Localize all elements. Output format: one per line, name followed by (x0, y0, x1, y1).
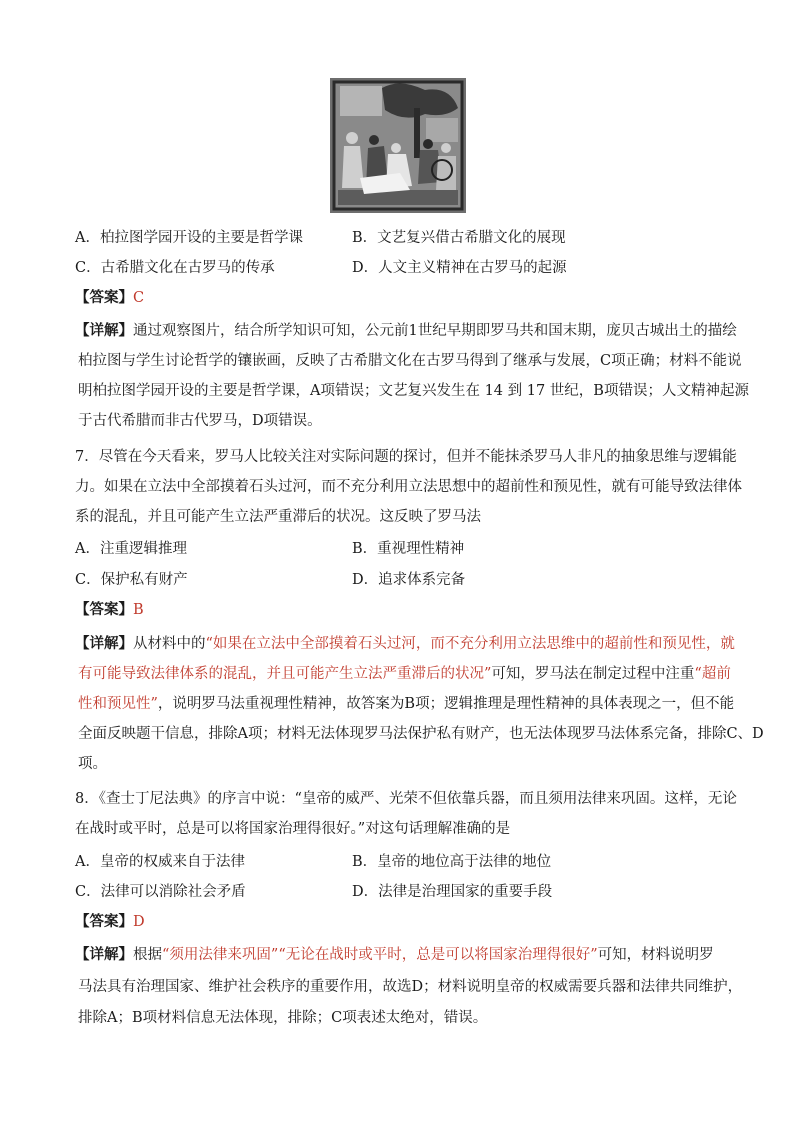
q7-detail-line-2 (78, 664, 731, 684)
detail-text: 可知，材料说明罗 (597, 947, 714, 963)
q7-detail-line-3 (78, 694, 734, 714)
q7-option-a: A．注重逻辑推理 (75, 541, 187, 557)
q7-option-c: C．保护私有财产 (75, 572, 188, 588)
q8-stem-line-1: 8．《查士丁尼法典》的序言中说：“皇帝的威严、光荣不但依靠兵器，而且须用法律来巩固。这样，无论 (75, 791, 737, 807)
detail-label: 【详解】 (75, 322, 133, 339)
q8-option-c: C．法律可以消除社会矛盾 (75, 884, 246, 900)
detail-text: 根据 (133, 947, 162, 963)
q8-detail-line-2: 马法具有治理国家、维护社会秩序的重要作用，故选D；材料说明皇帝的权威需要兵器和法律共同维护， (78, 979, 743, 995)
q7-stem-line-3: 系的混乱，并且可能产生立法严重滞后的状况。这反映了罗马法 (75, 509, 481, 525)
q6-option-b: B．文艺复兴借古希腊文化的展现 (352, 230, 566, 246)
detail-text: ，说明罗马法重视理性精神，故答案为B项；逻辑推理是理性精神的具体表现之一，但不能 (157, 696, 735, 712)
detail-label: 【详解】 (75, 946, 133, 963)
answer-label: 【答案】 (75, 289, 133, 306)
detail-text: 从材料中的 (133, 636, 206, 652)
detail-quote: 性和预见性” (78, 696, 158, 712)
q6-answer (75, 288, 144, 308)
answer-letter: B (133, 602, 144, 618)
q8-option-b: B．皇帝的地位高于法律的地位 (352, 854, 552, 870)
q7-detail-line-1 (75, 634, 735, 654)
detail-text: 通过观察图片，结合所学知识可知，公元前1世纪早期即罗马共和国末期，庞贝古城出土的描绘 (133, 323, 737, 339)
q7-option-d: D．追求体系完备 (352, 572, 466, 588)
answer-label: 【答案】 (75, 913, 133, 930)
q7-detail-line-4: 全面反映题干信息，排除A项；材料无法体现罗马法保护私有财产，也无法体现罗马法体系完备，排除C、D (78, 726, 764, 742)
detail-label: 【详解】 (75, 635, 133, 652)
detail-quote: “须用法律来巩固”“无论在战时或平时，总是可以将国家治理得很好” (162, 947, 598, 963)
detail-quote: “超前 (694, 666, 731, 682)
q7-answer (75, 600, 144, 620)
answer-letter: C (133, 290, 145, 306)
answer-label: 【答案】 (75, 601, 133, 618)
q8-answer (75, 912, 145, 932)
q7-stem-line-1: 7．尽管在今天看来，罗马人比较关注对实际问题的探讨，但并不能抹杀罗马人非凡的抽象思维与逻辑能 (75, 449, 737, 465)
q6-detail-line-3: 明柏拉图学园开设的主要是哲学课，A项错误；文艺复兴发生在 14 到 17 世纪，B项错误；人文精神起源 (78, 383, 749, 399)
detail-quote: “如果在立法中全部摸着石头过河，而不充分利用立法思维中的超前性和预见性，就 (205, 636, 735, 652)
q7-stem-line-2: 力。如果在立法中全部摸着石头过河，而不充分利用立法思想中的超前性和预见性，就有可能导致法律体 (75, 479, 742, 495)
q8-stem-line-2: 在战时或平时，总是可以将国家治理得很好。”对这句话理解准确的是 (75, 821, 511, 837)
q8-detail-line-1 (75, 945, 714, 965)
q8-detail-line-3: 排除A；B项材料信息无法体现，排除；C项表述太绝对，错误。 (78, 1010, 488, 1026)
mosaic-image (330, 78, 466, 213)
q6-option-a: A．柏拉图学园开设的主要是哲学课 (75, 230, 303, 246)
q8-option-d: D．法律是治理国家的重要手段 (352, 884, 553, 900)
q6-detail-line-2: 柏拉图与学生讨论哲学的镶嵌画，反映了古希腊文化在古罗马得到了继承与发展，C项正确；材料不能说 (78, 353, 742, 369)
q6-detail-line-4: 于古代希腊而非古代罗马，D项错误。 (78, 413, 322, 429)
mosaic-illustration (330, 78, 466, 213)
answer-letter: D (133, 914, 145, 930)
q7-option-b: B．重视理性精神 (352, 541, 465, 557)
q6-detail-line-1 (75, 321, 737, 341)
detail-quote: 有可能导致法律体系的混乱，并且可能产生立法严重滞后的状况” (78, 666, 492, 682)
detail-text: 可知，罗马法在制定过程中注重 (491, 666, 695, 682)
q6-option-d: D．人文主义精神在古罗马的起源 (352, 260, 567, 276)
q7-detail-line-5: 项。 (78, 756, 107, 772)
q6-option-c: C．古希腊文化在古罗马的传承 (75, 260, 275, 276)
q8-option-a: A．皇帝的权威来自于法律 (75, 854, 245, 870)
